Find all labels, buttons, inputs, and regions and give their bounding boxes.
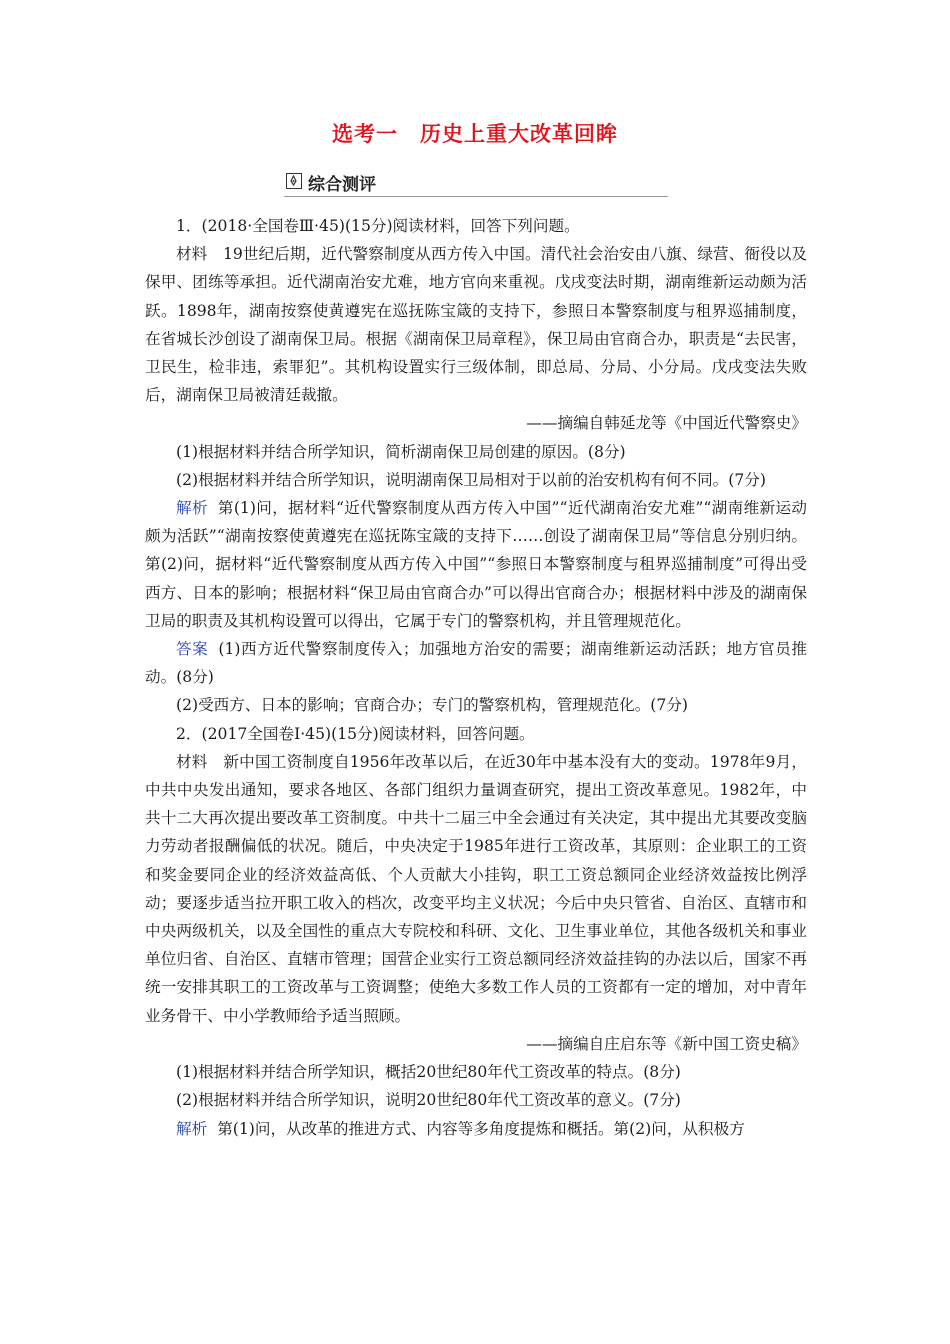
pen-icon (286, 173, 302, 189)
analysis-tag: 解析 (176, 1119, 208, 1138)
q1-sub1: (1)根据材料并结合所学知识，简析湖南保卫局创建的原因。(8分) (176, 442, 626, 461)
q2-analysis (145, 1115, 807, 1143)
q1-answer1-text: (1)西方近代警察制度传入；加强地方治安的需要；湖南维新运动活跃；地方官员推动。(8分) (145, 640, 807, 687)
q1-analysis-text: 第(1)问，据材料“近代警察制度从西方传入中国”“近代湖南治安尤难”“湖南维新运动颇为活跃”“湖南按察使黄遵宪在巡抚陈宝箴的支持下……创设了湖南保卫局”等信息分别归纳。第(2)问，据材料“近代警察制度从西方传入中国”“参照日本警察制度与租界巡捕制度”可得出受西方、日本的影响；根据材料“保卫局由官商合办”可以得出官商合办；根据材料中涉及的湖南保卫局的职责及其机构设置可以得出，它属于专门的警察机构，并且管理规范化。 (145, 499, 807, 630)
q2-material: 材料 新中国工资制度自1956年改革以后，在近30年中基本没有大的变动。1978年9月，中共中央发出通知，要求各地区、各部门组织力量调查研究，提出工资改革意见。1982年，中共十二大再次提出要改革工资制度。中共十二届三中全会通过有关决定，其中提出尤其要改变脑力劳动者报酬偏低的状况。随后，中央决定于1985年进行工资改革，其原则：企业职工的工资和奖金要同企业的经济效益高低、个人贡献大小挂钩，职工工资总额同企业经济效益按比例浮动；要逐步适当拉开职工收入的档次，改变平均主义状况；今后中央只管省、自治区、直辖市和中央两级机关，以及全国性的重点大专院校和科研、文化、卫生事业单位，其他各级机关和事业单位归省、自治区、直辖市管理；国营企业实行工资总额同经济效益挂钩的办法以后，国家不再统一安排其职工的工资改革与工资调整；使绝大多数工作人员的工资都有一定的增加，对中青年业务骨干、中小学教师给予适当照顾。 (145, 752, 807, 1025)
q1-source: ——摘编自韩延龙等《中国近代警察史》 (526, 414, 807, 433)
q2-source: ——摘编自庄启东等《新中国工资史稿》 (526, 1034, 807, 1053)
section-header (284, 170, 668, 197)
q1-sub2: (2)根据材料并结合所学知识，说明湖南保卫局相对于以前的治安机构有何不同。(7分) (176, 470, 766, 489)
question-content (145, 212, 807, 1143)
q1-stem: 1．(2018·全国卷Ⅲ·45)(15分)阅读材料，回答下列问题。 (176, 217, 580, 235)
q2-stem: 2．(2017全国卷Ⅰ·45)(15分)阅读材料，回答问题。 (176, 724, 535, 743)
q1-answer (145, 635, 807, 691)
answer-tag: 答案 (176, 640, 209, 659)
q1-material: 材料 19世纪后期，近代警察制度从西方传入中国。清代社会治安由八旗、绿营、衙役以及保甲、团练等承担。近代湖南治安尤难，地方官向来重视。戊戌变法时期，湖南维新运动颇为活跃。1898年，湖南按察使黄遵宪在巡抚陈宝箴的支持下，参照日本警察制度与租界巡捕制度，在省城长沙创设了湖南保卫局。根据《湖南保卫局章程》，保卫局由官商合办，职责是“去民害，卫民生，检非违，索罪犯”。其机构设置实行三级体制，即总局、分局、小分局。戊戌变法失败后，湖南保卫局被清廷裁撤。 (145, 245, 807, 405)
analysis-tag: 解析 (176, 499, 208, 518)
q2-analysis-text: 第(1)问，从改革的推进方式、内容等多角度提炼和概括。第(2)问，从积极方 (217, 1119, 745, 1138)
q1-answer2: (2)受西方、日本的影响；官商合办；专门的警察机构，管理规范化。(7分) (176, 696, 688, 715)
q2-sub1: (1)根据材料并结合所学知识，概括20世纪80年代工资改革的特点。(8分) (176, 1063, 681, 1082)
page-title: 选考一 历史上重大改革回眸 (332, 122, 618, 146)
q2-sub2: (2)根据材料并结合所学知识，说明20世纪80年代工资改革的意义。(7分) (176, 1091, 681, 1110)
section-label: 综合测评 (308, 175, 376, 195)
q1-analysis (145, 494, 807, 635)
